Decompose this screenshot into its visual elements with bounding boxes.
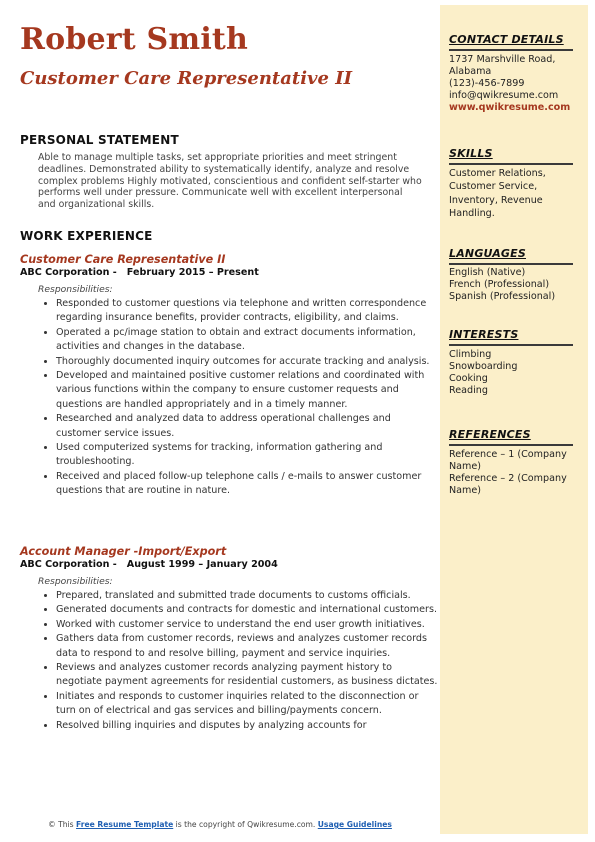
sidebar: [440, 5, 588, 834]
list-item: Climbing: [449, 349, 492, 360]
list-item: • Resolved billing inquiries and disputes by analyzing accounts for: [56, 719, 438, 733]
list-item: • Gathers data from customer records, reviews and analyzes customer records data to respond to and resolve billing, payment and service inquiries.: [56, 632, 438, 661]
responsibilities-label: Responsibilities:: [38, 576, 113, 587]
work-experience-heading: WORK EXPERIENCE: [20, 229, 153, 243]
candidate-name: Robert Smith: [20, 22, 248, 57]
job-bullets: [38, 297, 438, 499]
references-heading: REFERENCES: [449, 428, 531, 441]
list-item: • Operated a pc/image station to obtain and extract documents information, activities and changes in the database.: [56, 326, 438, 355]
footer: [0, 820, 440, 829]
list-item: • Worked with customer service to understand the end user growth initiatives.: [56, 618, 438, 632]
divider: [449, 344, 573, 346]
footer-middle: is the copyright of Qwikresume.com.: [175, 820, 316, 829]
job-company: ABC Corporation -: [20, 559, 117, 570]
list-item: • Thoroughly documented inquiry outcomes for accurate tracking and analysis.: [56, 355, 438, 369]
job-dates: August 1999 – January 2004: [126, 559, 278, 570]
list-item: • Generated documents and contracts for domestic and international customers.: [56, 603, 438, 617]
divider: [449, 163, 573, 165]
languages-heading: LANGUAGES: [449, 247, 526, 260]
skills-text: Customer Relations, Customer Service, Inventory, Revenue Handling.: [449, 168, 546, 220]
interests-list: [449, 349, 585, 397]
job-company-line: [20, 267, 259, 278]
list-item: Snowboarding: [449, 361, 518, 372]
usage-guidelines-link[interactable]: Usage Guidelines: [317, 820, 392, 829]
job-company-line: [20, 559, 278, 570]
phone: (123)-456-7899: [449, 78, 525, 89]
list-item: • Responded to customer questions via telephone and written correspondence regarding insurance benefits, provider contracts, eligibility, and claims.: [56, 297, 438, 326]
list-item: Reference – 1 (Company Name): [449, 449, 567, 472]
list-item: • Received and placed follow-up telephone calls / e-mails to answer customer questions that are routine in nature.: [56, 470, 438, 499]
list-item: Cooking: [449, 373, 488, 384]
list-item: • Researched and analyzed data to address operational challenges and customer service issues.: [56, 412, 438, 441]
divider: [449, 444, 573, 446]
job-bullets: [38, 589, 438, 733]
candidate-title: Customer Care Representative II: [20, 68, 353, 89]
job-company: ABC Corporation -: [20, 267, 117, 278]
address: 1737 Marshville Road, Alabama: [449, 54, 556, 77]
free-resume-template-link[interactable]: Free Resume Template: [76, 820, 174, 829]
list-item: Reading: [449, 385, 488, 396]
languages-list: [449, 267, 585, 303]
divider: [449, 263, 573, 265]
list-item: English (Native): [449, 267, 526, 278]
list-item: • Used computerized systems for tracking, information gathering and troubleshooting.: [56, 441, 438, 470]
list-item: • Reviews and analyzes customer records analyzing payment history to negotiate payment agreements for residential customers, as business dictates.: [56, 661, 438, 690]
job-title: Customer Care Representative II: [20, 253, 226, 266]
job-title: Account Manager -Import/Export: [20, 545, 227, 558]
contact-details-heading: CONTACT DETAILS: [449, 33, 564, 46]
list-item: Reference – 2 (Company Name): [449, 473, 567, 496]
personal-statement-text: Able to manage multiple tasks, set appropriate priorities and meet stringent deadlines. Demonstrated ability to systematically identify, analyze and resolve complex problems Highly motivated, conscientious and confident self-starter who performs well under pressure. Communicate well with excellent interpersonal and organizational skills.: [38, 152, 422, 211]
contact-details: [449, 54, 585, 114]
responsibilities-label: Responsibilities:: [38, 284, 113, 295]
divider: [449, 49, 573, 51]
references-list: [449, 449, 585, 497]
list-item: French (Professional): [449, 279, 550, 290]
email[interactable]: info@qwikresume.com: [449, 90, 559, 101]
job-dates: February 2015 – Present: [126, 267, 259, 278]
website-link[interactable]: www.qwikresume.com: [449, 102, 571, 113]
list-item: • Developed and maintained positive customer relations and coordinated with various functions within the company to ensure customer requests and questions are handled appropriately and in a timely manner.: [56, 369, 438, 412]
list-item: • Initiates and responds to customer inquiries related to the disconnection or turn on of electrical and gas services and billing/payments concern.: [56, 690, 438, 719]
interests-heading: INTERESTS: [449, 328, 519, 341]
footer-prefix: © This: [48, 820, 74, 829]
skills-heading: SKILLS: [449, 147, 493, 160]
list-item: Spanish (Professional): [449, 291, 556, 302]
list-item: • Prepared, translated and submitted trade documents to customs officials.: [56, 589, 438, 603]
personal-statement-heading: PERSONAL STATEMENT: [20, 133, 179, 147]
